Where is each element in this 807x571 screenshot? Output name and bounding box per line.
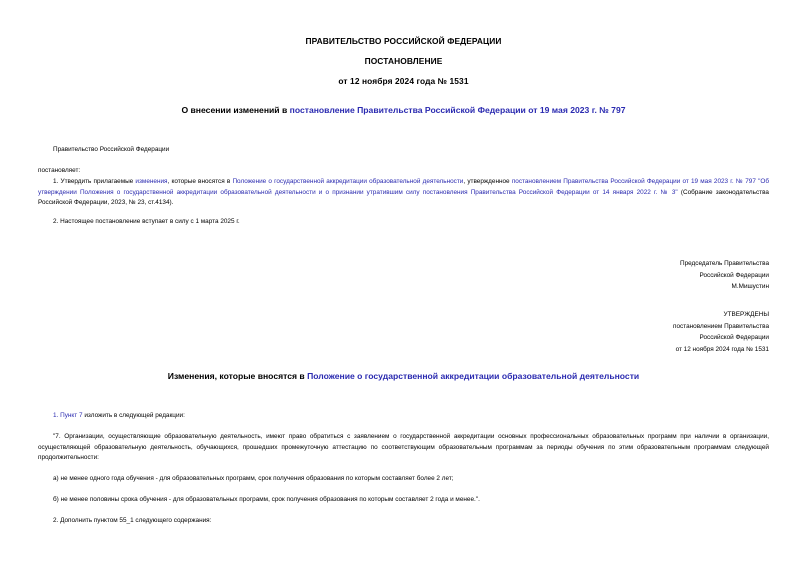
document-title [0, 105, 807, 115]
signature-line-1: Председатель Правительства [680, 260, 769, 267]
signature-line-2: Российской Федерации [699, 271, 769, 279]
p1-text-c: , утвержденное [463, 178, 512, 185]
approval-line-3: Российской Федерации [699, 334, 769, 341]
quote-paragraph: "7. Организации, осуществляющие образовательную деятельность, имеют право обратиться с заявлением о государственной аккредитации основных профессиональных образовательных программ при наличии в организации, осуществляющей образовательную деятельность, обучающихся, прошедших промежуточную аттестацию по соответствующим образовательным программам за периоды обучения по этим образовательным программам следующей продолжительности: [38, 433, 769, 461]
p1-text-a: 1. Утвердить прилагаемые [53, 178, 136, 185]
approval-line-1: УТВЕРЖДЕНЫ [723, 311, 769, 318]
title-link[interactable]: постановление Правительства Российской Федерации от 19 мая 2023 г. № 797 [289, 105, 626, 115]
doc-date-heading: от 12 ноября 2024 года № 1531 [338, 76, 469, 86]
paragraph-1 [38, 177, 769, 209]
p1-link-regulation[interactable]: Положение о государственной аккредитации образовательной деятельности [232, 178, 464, 185]
approval-line-2: постановлением Правительства [673, 322, 769, 330]
org-heading: ПРАВИТЕЛЬСТВО РОССИЙСКОЙ ФЕДЕРАЦИИ [305, 36, 502, 46]
intro-text: Правительство Российской Федерации [53, 146, 170, 153]
p1-text-d: (Собрание законодательства Российской Федерации, 2023, № 23, ст.4134). [38, 188, 769, 206]
decides-text: постановляет: [38, 167, 81, 174]
item1-text: изложить в следующей редакции: [82, 412, 185, 419]
item1-link[interactable]: 1. Пункт 7 [53, 412, 83, 419]
change-item-2: 2. Дополнить пунктом 55_1 следующего содержания: [53, 517, 212, 524]
changes-title-prefix: Изменения, которые вносятся в [167, 371, 308, 381]
signature-line-3: М.Мишустин [731, 283, 769, 290]
doc-type-heading: ПОСТАНОВЛЕНИЕ [364, 56, 443, 66]
changes-title [0, 371, 807, 381]
sub-item-a: а) не менее одного года обучения - для образовательных программ, срок получения образования по которым составляет более 2 лет; [53, 475, 454, 482]
p1-link-resolution[interactable]: постановлением Правительства Российской Федерации от 19 мая 2023 г. № 797 "Об утверждении Положения о государственной аккредитации образовательной деятельности и о признании утратившим силу постановления Правительства Российской Федерации от 14 января 2022 г. № 3" [38, 178, 769, 196]
change-item-1 [53, 411, 185, 422]
p1-link-changes[interactable]: изменения [135, 178, 168, 185]
p1-text-b: , которые вносятся в [167, 178, 233, 185]
title-prefix: О внесении изменений в [181, 105, 290, 115]
approval-block [673, 309, 769, 355]
approval-line-4: от 12 ноября 2024 года № 1531 [675, 345, 769, 353]
changes-title-link[interactable]: Положение о государственной аккредитации образовательной деятельности [307, 371, 640, 381]
sub-item-b: б) не менее половины срока обучения - для образовательных программ, срок получения образования по которым составляет 2 года и менее.". [53, 496, 480, 503]
signature-block [680, 258, 769, 293]
paragraph-2: 2. Настоящее постановление вступает в силу с 1 марта 2025 г. [53, 218, 240, 225]
